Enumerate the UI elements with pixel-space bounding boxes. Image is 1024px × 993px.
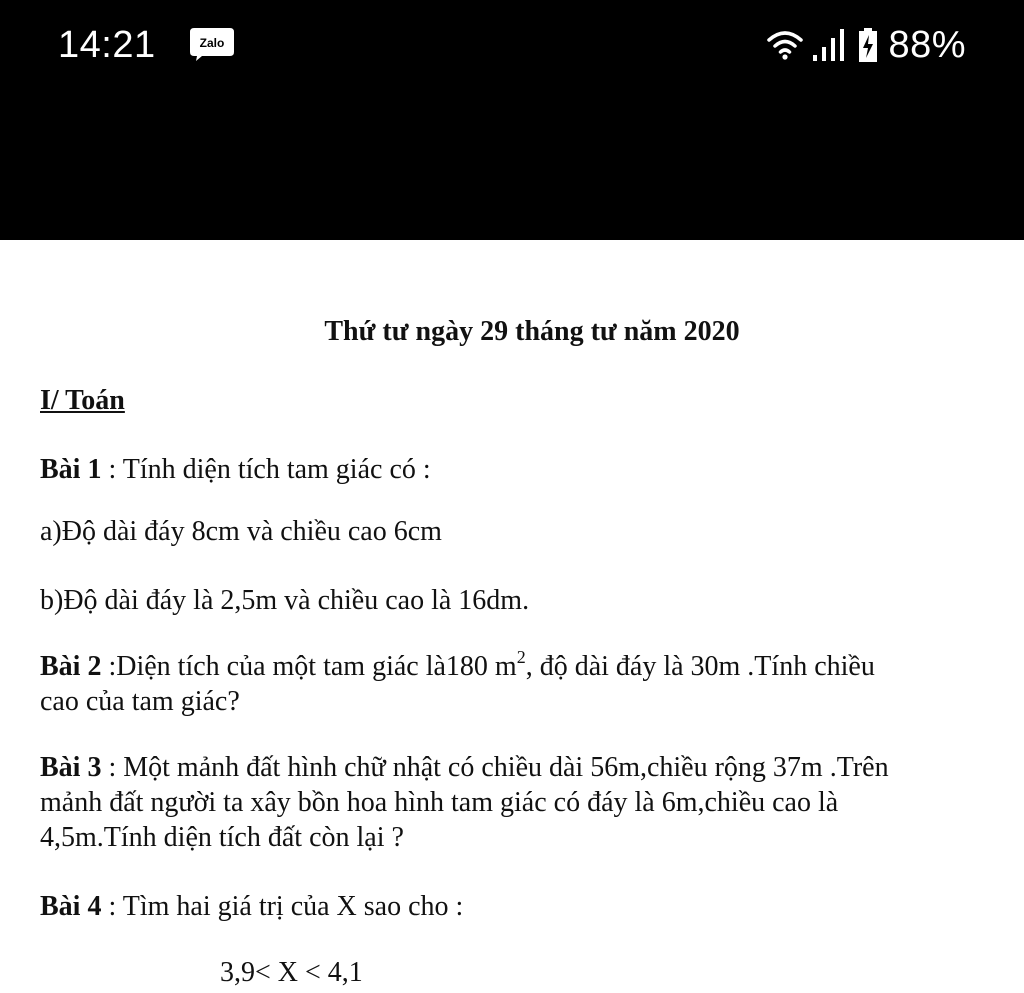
- bai2-line2: cao của tam giác?: [40, 686, 240, 717]
- bai4-label: Bài 4: [40, 891, 102, 922]
- document-page: [0, 240, 1024, 993]
- bai1-text: : Tính diện tích tam giác có :: [101, 454, 431, 485]
- section-heading: I/ Toán: [40, 385, 125, 416]
- bai2-superscript: 2: [516, 647, 526, 667]
- status-time: 14:21: [58, 24, 156, 66]
- bai4-expression: 3,9< X < 4,1: [220, 957, 363, 988]
- bai3-line3: 4,5m.Tính diện tích đất còn lại ?: [40, 822, 404, 853]
- bai1-line: [40, 454, 431, 486]
- bai1-b: b)Độ dài đáy là 2,5m và chiều cao là 16dm.: [40, 585, 530, 616]
- zalo-icon: [188, 26, 236, 62]
- bai2-line1: [40, 647, 875, 683]
- bai3-line1: [40, 752, 889, 784]
- battery-level: 88%: [888, 24, 966, 66]
- bai1-a: a)Độ dài đáy 8cm và chiều cao 6cm: [40, 516, 442, 547]
- bai4-line: [40, 891, 463, 923]
- bai4-text: : Tìm hai giá trị của X sao cho :: [101, 891, 464, 922]
- battery-charging-icon: [858, 27, 878, 63]
- status-icons: [766, 22, 966, 68]
- bai3-label: Bài 3: [40, 752, 102, 783]
- bai2-text2: , độ dài đáy là 30m .Tính chiều: [525, 651, 875, 682]
- bai2-label: Bài 2: [40, 651, 102, 682]
- bai3-text1: : Một mảnh đất hình chữ nhật có chiều dài 56m,chiều rộng 37m .Trên: [101, 752, 889, 783]
- bai3-line2: mảnh đất người ta xây bồn hoa hình tam giác có đáy là 6m,chiều cao là: [40, 787, 839, 818]
- wifi-icon: [766, 28, 804, 62]
- bai2-text1: :Diện tích của một tam giác là180 m: [101, 651, 517, 682]
- bai1-label: Bài 1: [40, 454, 102, 485]
- document-title: Thứ tư ngày 29 tháng tư năm 2020: [324, 316, 740, 347]
- status-bar: [0, 0, 1024, 240]
- zalo-icon-text: Zalo: [199, 36, 225, 50]
- signal-icon: [810, 27, 848, 63]
